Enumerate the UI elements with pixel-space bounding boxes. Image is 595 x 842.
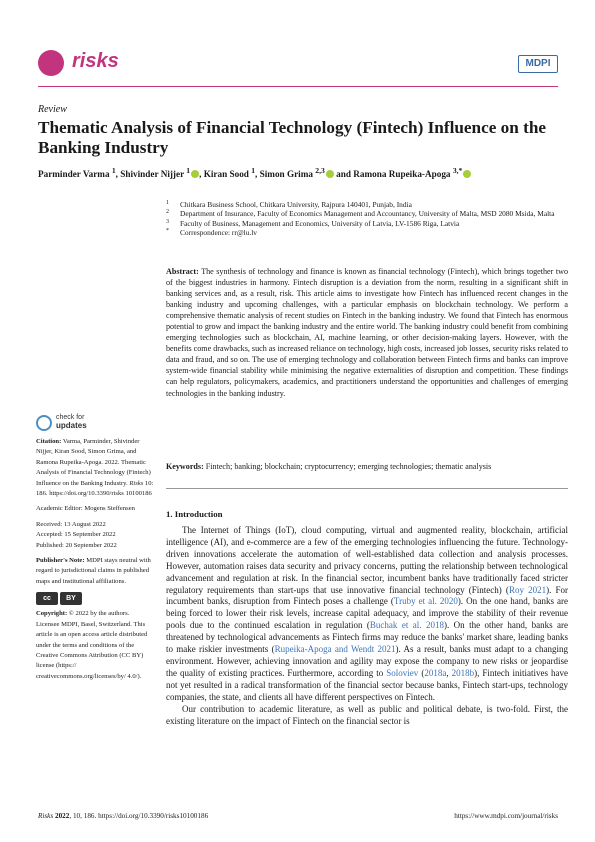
refresh-icon	[36, 415, 52, 431]
keywords	[166, 461, 586, 472]
journal-name: risks	[72, 50, 119, 72]
orcid-icon[interactable]	[463, 170, 471, 178]
check-for-updates-button[interactable]: check for updates	[36, 414, 154, 431]
article-type: Review	[38, 104, 67, 115]
citation-link[interactable]: Rupeika-Apoga and Wendt 2021	[274, 644, 396, 655]
affiliation-item: * Correspondence: rr@lu.lv	[166, 228, 257, 238]
affiliation-item: 3 Faculty of Business, Management and Economics, University of Latvia, LV-1586 Riga, Latvia	[166, 218, 460, 228]
keywords-label: Keywords:	[166, 462, 204, 471]
abstract-text: The synthesis of technology and finance is known as financial technology (Fintech), which brings together two of the biggest industries in harmony. Fintech disruption is a deviation from the norm, resulting in a significant shift in banking services and, as a result, risk. This article aims to investigate how Fintech has influenced recent changes in the banking industry and upcoming challenges, with a particular emphasis on blockchain technology. We perform a comprehensive thematic analysis of recent studies on Fintech in the banking industry. We found that Fintech has enormous potential to grow and impact the banking industry and the entire world. The banking industry could benefit from combining emerging technologies such as blockchain, AI, machine learning, or other decision-making layers. However, with the benefits come drawbacks, such as increased reliance on technology, high costs, increased job losses, security risks related to data and fraud, and so on. The use of emerging technology and collaboration between Fintech firms and banks can improve system-wide financial stability while minimising the negative externalities of disruption and competition. These findings can help regulators, policymakers, academics, and practitioners understand the opportunities and challenges of emerging technologies in the banking industry.	[166, 267, 568, 398]
abstract-label: Abstract:	[166, 267, 199, 276]
paragraph: The Internet of Things (IoT), cloud computing, virtual and augmented reality, blockchain, artificial intelligence (AI), and e-commerce are a few of the emerging technologies influencing the future. Technology-driven innovations accelerate the automation of well-established data collection and analysis processes. However, automation raises data security and privacy concerns, putting the relationship between technological advancement and regulation at risk. In the financial sector, incumbent banks have traditionally faced stricter regulatory requirements than start-ups that use innovative financial technology (Fintech) (Roy 2021). For incumbent banks, disruption from Fintech poses a challenge (Truby et al. 2020). On the one hand, banks are being forced to lower their risk levels, increase capital adequacy, and improve the stability of their revenue pools due to the continued escalation in regulation (Buchak et al. 2018). On the other hand, banks are threatened by technological advancements as Fintech firms may reduce the banks' market share, leading banks to make riskier investments (Rupeika-Apoga and Wendt 2021). As a result, banks must adapt to a changing environment. However, achieving innovation and agility may expose the company to new risks or jeopardise the quality of existing practices. Furthermore, according to Soloviev (2018a, 2018b), Fintech initiatives have not yet resulted in a radical transformation of the financial sector because banks, Fintech start-ups, technology companies, the state, and clients all have different perspectives on Fintech.	[166, 525, 569, 702]
citation-link[interactable]: 2018a	[424, 667, 447, 678]
footer-citation: Risks 2022, 10, 186. https://doi.org/10.3390/risks10100186	[38, 812, 209, 820]
published-date: Published: 20 September 2022	[36, 541, 117, 549]
footer-url[interactable]: https://www.mdpi.com/journal/risks	[454, 812, 558, 820]
affiliations	[166, 200, 566, 238]
citation-link[interactable]: Roy 2021	[508, 584, 547, 595]
publisher-name: MDPI	[518, 55, 558, 73]
publisher-logo	[518, 55, 558, 77]
journal-logo-icon	[38, 50, 64, 76]
received-date: Received: 13 August 2022	[36, 520, 106, 528]
orcid-icon[interactable]	[326, 170, 334, 178]
cc-license-badge[interactable]	[36, 592, 154, 605]
section-heading: 1. Introduction	[166, 509, 223, 519]
author: Shivinder Nijjer $^1$ ,	[120, 166, 204, 180]
affiliation-item: 2 Department of Insurance, Faculty of Economics Management and Accountancy, University of Malta, MSD 2080 Msida, Malta	[166, 209, 555, 219]
author: Parminder Varma $^1$,	[38, 166, 121, 180]
section-divider	[166, 488, 568, 489]
academic-editor: Academic Editor: Mogens Steffensen	[36, 505, 135, 513]
body-text	[166, 525, 568, 727]
article-title: Thematic Analysis of Financial Technology (Fintech) Influence on the Banking Industry	[38, 118, 547, 157]
sidebar	[36, 414, 154, 687]
author: Ramona Rupeika-Apoga $^{3,*}$	[353, 169, 471, 179]
orcid-icon[interactable]	[191, 170, 199, 178]
citation-link[interactable]: Truby et al. 2020	[393, 596, 458, 607]
author: Simon Grima $^{2,3}$ and	[259, 166, 354, 180]
header-divider	[38, 86, 558, 87]
paragraph: Our contribution to academic literature, as well as public and political debate, is two-fold. First, the existing literature on the impact of Fintech on the financial sector is	[166, 703, 568, 726]
citation-link[interactable]: Soloviev	[386, 667, 419, 678]
affiliation-item: 1 Chitkara Business School, Chitkara University, Rajpura 140401, Punjab, India	[166, 200, 412, 209]
abstract	[166, 266, 568, 399]
citation: Citation: Varma, Parminder, Shivinder Nijjer, Kiran Sood, Simon Grima, and Ramona Rupeika-Apoga. 2022. Thematic Analysis of Financial Technology (Fintech) Influence on the Banking Industry. Risks 10: 186. https://doi.org/10.3390/risks 10100186	[36, 438, 154, 498]
author-list	[38, 166, 578, 179]
by-icon: BY	[60, 592, 82, 605]
cc-icon: cc	[36, 592, 58, 605]
copyright: Copyright: © 2022 by the authors. Licensee MDPI, Basel, Switzerland. This article is an open access article distributed under the terms and conditions of the Creative Commons Attribution (CC BY) license (https:// creativecommons.org/licenses/by/ 4.0/).	[36, 610, 148, 680]
keywords-text: Fintech; banking; blockchain; cryptocurrency; emerging technologies; thematic analysis	[205, 462, 492, 471]
publisher-note: Publisher's Note: MDPI stays neutral with regard to jurisdictional claims in published maps and institutional affiliations.	[36, 557, 151, 585]
citation-link[interactable]: 2018b	[451, 667, 475, 678]
author: Kiran Sood $^1$,	[203, 166, 260, 180]
accepted-date: Accepted: 15 September 2022	[36, 531, 116, 539]
citation-link[interactable]: Buchak et al. 2018	[369, 620, 444, 631]
